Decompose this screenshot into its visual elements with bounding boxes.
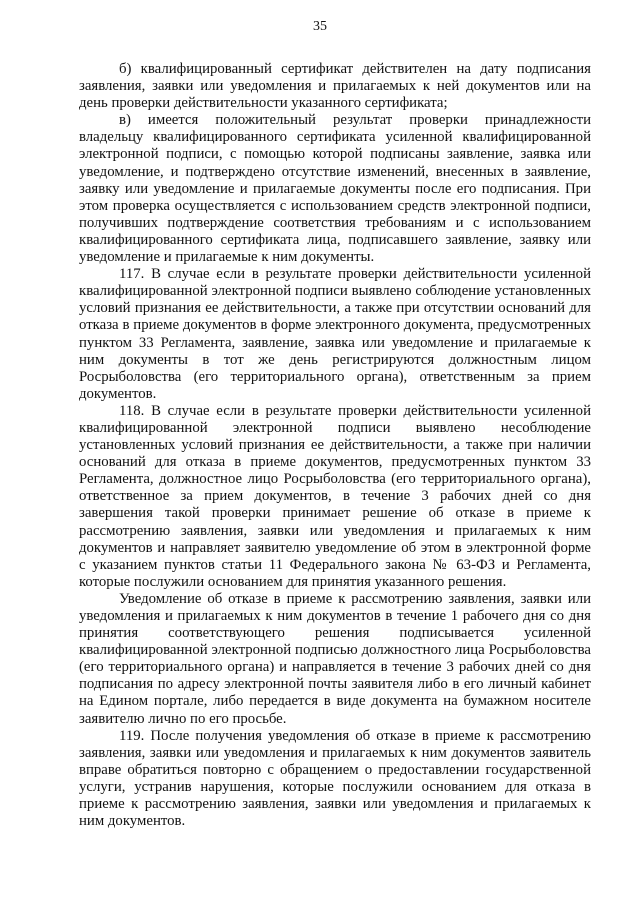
paragraph-notification: Уведомление об отказе в приеме к рассмотрению заявления, заявки или уведомления и прилагаемых к ним документов в течение 1 рабочего дня со дня принятия соответствующего решения подписывается усиленной квалифицированной электронной подписью должностного лица Росрыболовства (его территориального органа) и направляется в течение 3 рабочих дней со дня подписания по адресу электронной почты заявителя либо в его личный кабинет на Едином портале, либо передается в виде документа на бумажном носителе заявителю лично по его просьбе. [79, 590, 591, 727]
paragraph-117: 117. В случае если в результате проверки действительности усиленной квалифицированной электронной подписи выявлено соблюдение установленных условий признания ее действительности, а также при отсутствии оснований для отказа в приеме документов в форме электронного документа, предусмотренных пунктом 33 Регламента, заявление, заявка или уведомление и прилагаемые к ним документы в тот же день регистрируются должностным лицом Росрыболовства (его территориального органа), ответственным за прием документов. [79, 266, 591, 402]
paragraph-v: в) имеется положительный результат проверки принадлежности владельцу квалифицированного сертификата усиленной квалифицированной электронной подписи, с помощью которой подписаны заявление, заявка или уведомление, и подтверждено отсутствие изменений, внесенных в заявление, заявку или уведомление и прилагаемые документы после его подписания. При этом проверка осуществляется с использованием средств электронной подписи, получивших подтверждение соответствия требованиям и с использованием квалифицированного сертификата лица, подписавшего заявление, заявку или уведомление и прилагаемые к ним документы. [79, 112, 591, 266]
page-number: 35 [313, 19, 327, 34]
document-body [79, 61, 591, 830]
paragraph-119: 119. После получения уведомления об отказе в приеме к рассмотрению заявления, заявки или уведомления и прилагаемых к ним документов заявитель вправе обратиться повторно с обращением о предоставлении государственной услуги, устранив нарушения, которые послужили основанием для отказа в приеме к рассмотрению заявления, заявки или уведомления и прилагаемых к ним документов. [79, 727, 591, 830]
paragraph-b: б) квалифицированный сертификат действителен на дату подписания заявления, заявки или уведомления и прилагаемых к ней документов или на день проверки действительности указанного сертификата; [79, 61, 591, 112]
paragraph-118: 118. В случае если в результате проверки действительности усиленной квалифицированной электронной подписи выявлено несоблюдение установленных условий признания ее действительности, а также при наличии оснований для отказа в приеме документов, предусмотренных пунктом 33 Регламента, должностное лицо Росрыболовства (его территориального органа), ответственное за прием документов, в течение 3 рабочих дней со дня завершения такой проверки принимает решение об отказе в приеме к рассмотрению заявления, заявки или уведомления и прилагаемых к ним документов и направляет заявителю уведомление об этом в электронной форме с указанием пунктов статьи 11 Федерального закона № 63-ФЗ и Регламента, которые послужили основанием для принятия указанного решения. [79, 402, 591, 590]
